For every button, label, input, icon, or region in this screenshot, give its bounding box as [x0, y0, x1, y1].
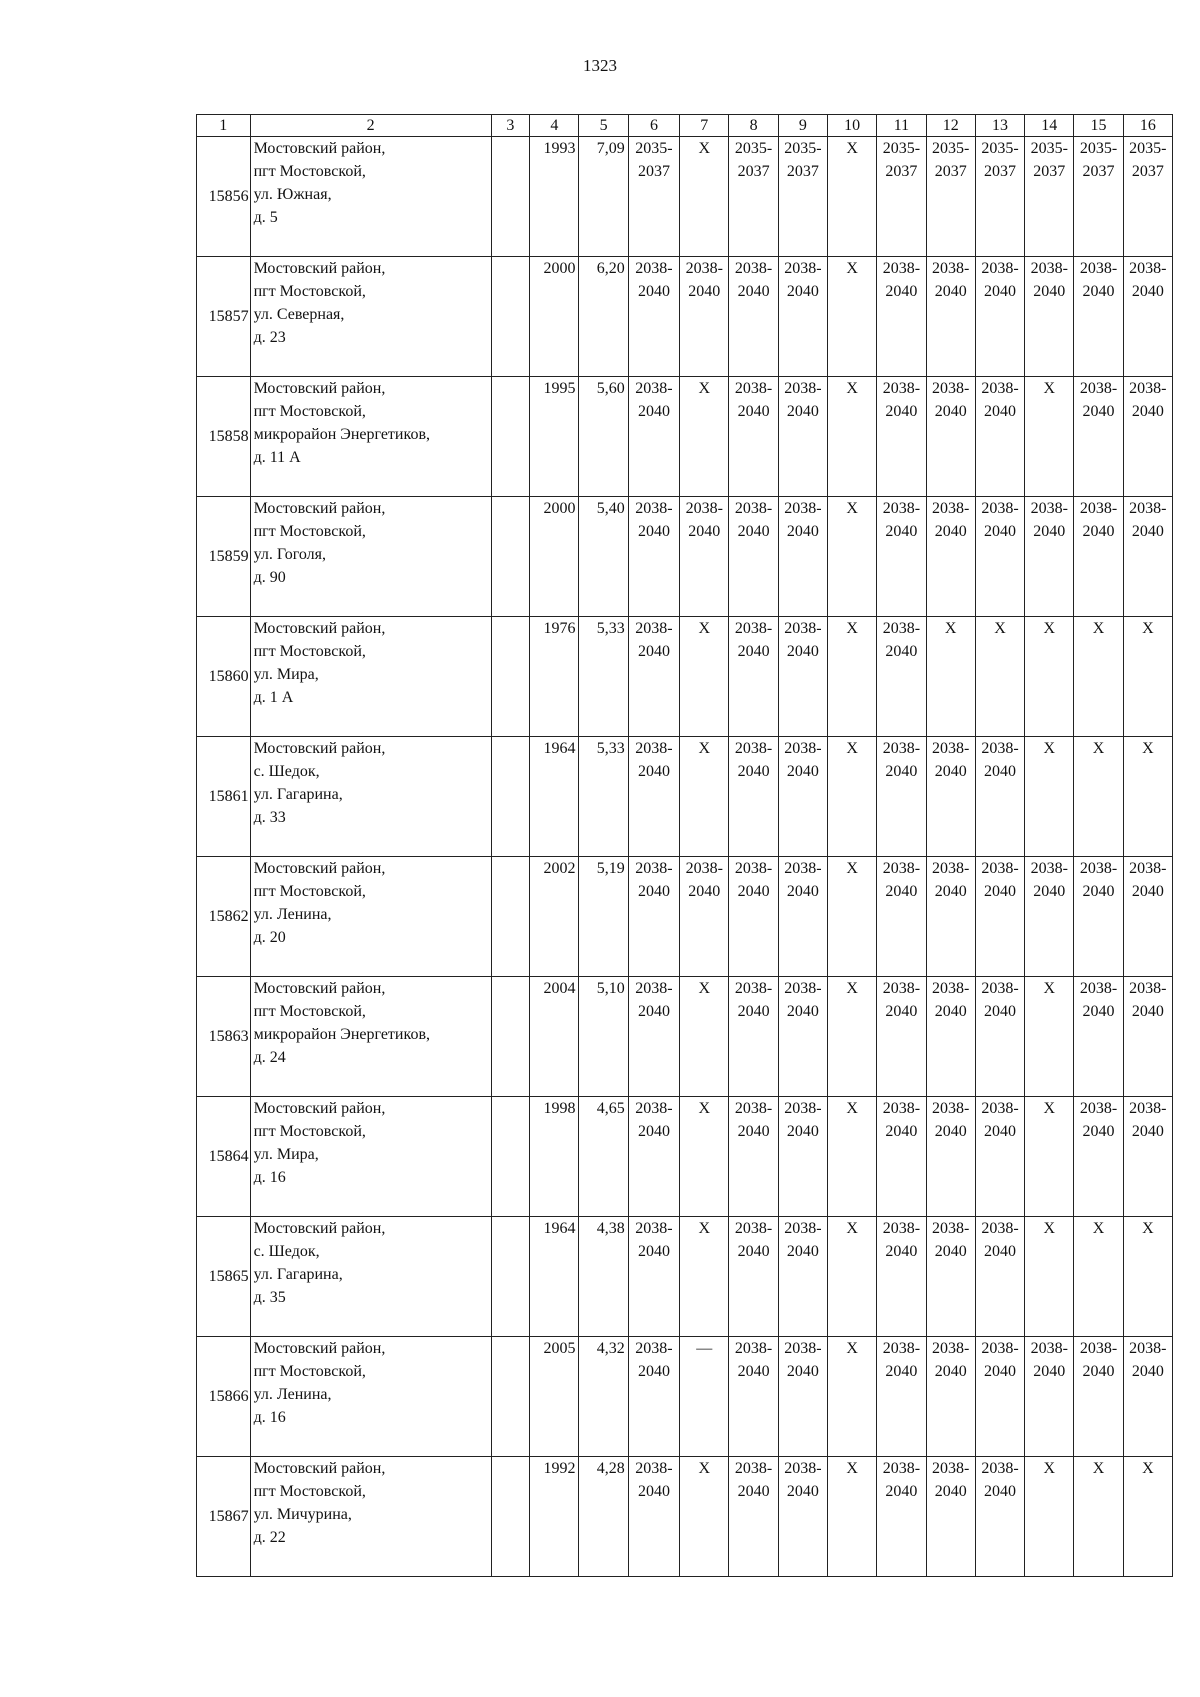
period-cell-col-16: 2038- 2040 — [1123, 377, 1172, 497]
period-cell-col-11: 2038- 2040 — [877, 497, 926, 617]
column-3-cell — [491, 257, 530, 377]
table-body — [197, 137, 1173, 1577]
address-cell — [250, 737, 491, 857]
address-line: Мостовский район, — [253, 260, 386, 277]
address-cell — [250, 1457, 491, 1577]
address-line: д. 16 — [253, 1409, 286, 1426]
address-cell — [250, 617, 491, 737]
address-line: пгт Мостовской, — [253, 1003, 366, 1020]
column-3-cell — [491, 1337, 530, 1457]
period-cell-col-6: 2038- 2040 — [628, 1097, 679, 1217]
period-cell-col-7: X — [680, 1457, 729, 1577]
address-line: Мостовский район, — [253, 500, 386, 517]
address-line: ул. Мира, — [253, 666, 319, 683]
address-line: пгт Мостовской, — [253, 1483, 366, 1500]
period-cell-col-8: 2038- 2040 — [729, 1217, 778, 1337]
period-cell-col-13: 2038- 2040 — [975, 1217, 1024, 1337]
period-cell-col-9: 2038- 2040 — [778, 1337, 827, 1457]
row-number: 15858 — [197, 377, 251, 497]
period-cell-col-16: 2038- 2040 — [1123, 257, 1172, 377]
period-cell-col-15: X — [1074, 1217, 1123, 1337]
column-header-1: 1 — [197, 115, 251, 137]
address-line: Мостовский район, — [253, 1220, 386, 1237]
period-cell-col-14: 2038- 2040 — [1025, 1337, 1074, 1457]
column-header-3: 3 — [491, 115, 530, 137]
period-cell-col-6: 2038- 2040 — [628, 1457, 679, 1577]
period-cell-col-10: X — [828, 257, 877, 377]
address-line: ул. Мичурина, — [253, 1506, 352, 1523]
address-line: Мостовский район, — [253, 740, 386, 757]
period-cell-col-9: 2038- 2040 — [778, 1097, 827, 1217]
row-number: 15862 — [197, 857, 251, 977]
address-line: пгт Мостовской, — [253, 643, 366, 660]
period-cell-col-14: X — [1025, 737, 1074, 857]
row-number: 15866 — [197, 1337, 251, 1457]
period-cell-col-8: 2038- 2040 — [729, 617, 778, 737]
period-cell-col-13: 2038- 2040 — [975, 1457, 1024, 1577]
period-cell-col-9: 2035- 2037 — [778, 137, 827, 257]
address-cell — [250, 1337, 491, 1457]
value-cell: 4,32 — [579, 1337, 628, 1457]
period-cell-col-6: 2038- 2040 — [628, 1217, 679, 1337]
period-cell-col-13: 2035- 2037 — [975, 137, 1024, 257]
period-cell-col-12: 2038- 2040 — [926, 257, 975, 377]
period-cell-col-6: 2038- 2040 — [628, 977, 679, 1097]
period-cell-col-8: 2038- 2040 — [729, 1457, 778, 1577]
value-cell: 5,40 — [579, 497, 628, 617]
address-line: ул. Гагарина, — [253, 1266, 343, 1283]
period-cell-col-7: X — [680, 137, 729, 257]
address-line: пгт Мостовской, — [253, 523, 366, 540]
period-cell-col-8: 2035- 2037 — [729, 137, 778, 257]
period-cell-col-15: 2038- 2040 — [1074, 1097, 1123, 1217]
period-cell-col-16: X — [1123, 1217, 1172, 1337]
year-cell: 2004 — [530, 977, 579, 1097]
period-cell-col-9: 2038- 2040 — [778, 617, 827, 737]
period-cell-col-9: 2038- 2040 — [778, 737, 827, 857]
column-header-10: 10 — [828, 115, 877, 137]
period-cell-col-12: 2038- 2040 — [926, 377, 975, 497]
period-cell-col-12: 2038- 2040 — [926, 977, 975, 1097]
address-line: ул. Гагарина, — [253, 786, 343, 803]
address-line: д. 5 — [253, 209, 278, 226]
table-row — [197, 497, 1173, 617]
period-cell-col-10: X — [828, 977, 877, 1097]
period-cell-col-12: 2038- 2040 — [926, 1337, 975, 1457]
column-3-cell — [491, 1097, 530, 1217]
address-line: д. 33 — [253, 809, 286, 826]
period-cell-col-16: X — [1123, 737, 1172, 857]
value-cell: 4,65 — [579, 1097, 628, 1217]
column-header-15: 15 — [1074, 115, 1123, 137]
table-row — [197, 1097, 1173, 1217]
address-line: д. 11 А — [253, 449, 301, 466]
period-cell-col-6: 2038- 2040 — [628, 737, 679, 857]
year-cell: 2000 — [530, 257, 579, 377]
period-cell-col-12: 2038- 2040 — [926, 1457, 975, 1577]
period-cell-col-9: 2038- 2040 — [778, 977, 827, 1097]
address-line: с. Шедок, — [253, 763, 320, 780]
year-cell: 2000 — [530, 497, 579, 617]
row-number: 15863 — [197, 977, 251, 1097]
period-cell-col-16: 2038- 2040 — [1123, 1337, 1172, 1457]
table-row — [197, 977, 1173, 1097]
period-cell-col-13: 2038- 2040 — [975, 977, 1024, 1097]
period-cell-col-14: 2038- 2040 — [1025, 497, 1074, 617]
period-cell-col-13: 2038- 2040 — [975, 857, 1024, 977]
period-cell-col-11: 2038- 2040 — [877, 617, 926, 737]
address-line: д. 20 — [253, 929, 286, 946]
year-cell: 2005 — [530, 1337, 579, 1457]
period-cell-col-13: 2038- 2040 — [975, 1097, 1024, 1217]
period-cell-col-7: 2038- 2040 — [680, 497, 729, 617]
column-header-16: 16 — [1123, 115, 1172, 137]
table-row — [197, 1337, 1173, 1457]
address-line: ул. Южная, — [253, 186, 332, 203]
period-cell-col-14: 2038- 2040 — [1025, 257, 1074, 377]
period-cell-col-10: X — [828, 1337, 877, 1457]
column-header-13: 13 — [975, 115, 1024, 137]
period-cell-col-6: 2038- 2040 — [628, 1337, 679, 1457]
period-cell-col-12: X — [926, 617, 975, 737]
column-3-cell — [491, 737, 530, 857]
value-cell: 5,19 — [579, 857, 628, 977]
period-cell-col-11: 2038- 2040 — [877, 737, 926, 857]
period-cell-col-6: 2038- 2040 — [628, 497, 679, 617]
address-line: Мостовский район, — [253, 380, 386, 397]
table-row — [197, 737, 1173, 857]
table-row — [197, 137, 1173, 257]
row-number: 15859 — [197, 497, 251, 617]
period-cell-col-16: X — [1123, 1457, 1172, 1577]
period-cell-col-8: 2038- 2040 — [729, 857, 778, 977]
period-cell-col-9: 2038- 2040 — [778, 1457, 827, 1577]
address-line: д. 35 — [253, 1289, 286, 1306]
period-cell-col-8: 2038- 2040 — [729, 497, 778, 617]
table-row — [197, 617, 1173, 737]
address-line: с. Шедок, — [253, 1243, 320, 1260]
address-cell — [250, 377, 491, 497]
value-cell: 6,20 — [579, 257, 628, 377]
period-cell-col-15: 2038- 2040 — [1074, 857, 1123, 977]
value-cell: 7,09 — [579, 137, 628, 257]
period-cell-col-12: 2038- 2040 — [926, 737, 975, 857]
address-line: Мостовский район, — [253, 1100, 386, 1117]
address-line: пгт Мостовской, — [253, 403, 366, 420]
value-cell: 5,33 — [579, 617, 628, 737]
address-cell — [250, 977, 491, 1097]
period-cell-col-15: 2038- 2040 — [1074, 377, 1123, 497]
column-3-cell — [491, 137, 530, 257]
period-cell-col-16: X — [1123, 617, 1172, 737]
period-cell-col-16: 2038- 2040 — [1123, 497, 1172, 617]
address-cell — [250, 1217, 491, 1337]
address-line: д. 22 — [253, 1529, 286, 1546]
column-header-5: 5 — [579, 115, 628, 137]
column-3-cell — [491, 857, 530, 977]
address-line: Мостовский район, — [253, 140, 386, 157]
period-cell-col-6: 2038- 2040 — [628, 377, 679, 497]
address-cell — [250, 137, 491, 257]
period-cell-col-7: — — [680, 1337, 729, 1457]
address-line: пгт Мостовской, — [253, 1123, 366, 1140]
period-cell-col-15: 2035- 2037 — [1074, 137, 1123, 257]
address-line: д. 1 А — [253, 689, 294, 706]
period-cell-col-10: X — [828, 1097, 877, 1217]
period-cell-col-7: 2038- 2040 — [680, 857, 729, 977]
period-cell-col-14: X — [1025, 377, 1074, 497]
row-number: 15856 — [197, 137, 251, 257]
period-cell-col-6: 2038- 2040 — [628, 257, 679, 377]
address-cell — [250, 857, 491, 977]
period-cell-col-14: X — [1025, 977, 1074, 1097]
year-cell: 2002 — [530, 857, 579, 977]
period-cell-col-13: X — [975, 617, 1024, 737]
address-cell — [250, 257, 491, 377]
period-cell-col-16: 2038- 2040 — [1123, 857, 1172, 977]
period-cell-col-12: 2038- 2040 — [926, 857, 975, 977]
period-cell-col-8: 2038- 2040 — [729, 257, 778, 377]
address-line: ул. Ленина, — [253, 906, 332, 923]
column-3-cell — [491, 617, 530, 737]
period-cell-col-12: 2038- 2040 — [926, 497, 975, 617]
period-cell-col-6: 2035- 2037 — [628, 137, 679, 257]
period-cell-col-11: 2038- 2040 — [877, 1337, 926, 1457]
period-cell-col-13: 2038- 2040 — [975, 497, 1024, 617]
row-number: 15861 — [197, 737, 251, 857]
address-line: д. 16 — [253, 1169, 286, 1186]
period-cell-col-16: 2038- 2040 — [1123, 1097, 1172, 1217]
period-cell-col-9: 2038- 2040 — [778, 497, 827, 617]
value-cell: 5,60 — [579, 377, 628, 497]
address-line: д. 24 — [253, 1049, 286, 1066]
period-cell-col-7: X — [680, 977, 729, 1097]
period-cell-col-8: 2038- 2040 — [729, 977, 778, 1097]
period-cell-col-14: X — [1025, 1097, 1074, 1217]
value-cell: 5,33 — [579, 737, 628, 857]
period-cell-col-15: X — [1074, 617, 1123, 737]
period-cell-col-10: X — [828, 857, 877, 977]
register-table — [196, 114, 1173, 1577]
period-cell-col-15: 2038- 2040 — [1074, 1337, 1123, 1457]
column-header-2: 2 — [250, 115, 491, 137]
column-header-7: 7 — [680, 115, 729, 137]
period-cell-col-7: 2038- 2040 — [680, 257, 729, 377]
year-cell: 1992 — [530, 1457, 579, 1577]
period-cell-col-11: 2035- 2037 — [877, 137, 926, 257]
address-cell — [250, 497, 491, 617]
address-line: Мостовский район, — [253, 1460, 386, 1477]
period-cell-col-8: 2038- 2040 — [729, 737, 778, 857]
year-cell: 1995 — [530, 377, 579, 497]
period-cell-col-15: 2038- 2040 — [1074, 497, 1123, 617]
period-cell-col-14: 2038- 2040 — [1025, 857, 1074, 977]
year-cell: 1964 — [530, 1217, 579, 1337]
period-cell-col-10: X — [828, 137, 877, 257]
address-line: д. 90 — [253, 569, 286, 586]
period-cell-col-7: X — [680, 1217, 729, 1337]
address-line: Мостовский район, — [253, 1340, 386, 1357]
period-cell-col-11: 2038- 2040 — [877, 1217, 926, 1337]
row-number: 15864 — [197, 1097, 251, 1217]
address-line: пгт Мостовской, — [253, 883, 366, 900]
period-cell-col-9: 2038- 2040 — [778, 857, 827, 977]
address-line: ул. Гоголя, — [253, 546, 326, 563]
period-cell-col-7: X — [680, 737, 729, 857]
column-header-14: 14 — [1025, 115, 1074, 137]
column-header-8: 8 — [729, 115, 778, 137]
column-3-cell — [491, 977, 530, 1097]
address-line: микрорайон Энергетиков, — [253, 1026, 430, 1043]
period-cell-col-12: 2038- 2040 — [926, 1217, 975, 1337]
period-cell-col-13: 2038- 2040 — [975, 257, 1024, 377]
address-line: микрорайон Энергетиков, — [253, 426, 430, 443]
value-cell: 4,38 — [579, 1217, 628, 1337]
period-cell-col-13: 2038- 2040 — [975, 737, 1024, 857]
period-cell-col-11: 2038- 2040 — [877, 377, 926, 497]
table-row — [197, 1457, 1173, 1577]
period-cell-col-10: X — [828, 617, 877, 737]
period-cell-col-11: 2038- 2040 — [877, 257, 926, 377]
row-number: 15860 — [197, 617, 251, 737]
page-number: 1323 — [583, 56, 617, 75]
period-cell-col-7: X — [680, 1097, 729, 1217]
period-cell-col-8: 2038- 2040 — [729, 1337, 778, 1457]
address-line: пгт Мостовской, — [253, 1363, 366, 1380]
period-cell-col-14: X — [1025, 1457, 1074, 1577]
column-3-cell — [491, 377, 530, 497]
period-cell-col-11: 2038- 2040 — [877, 1457, 926, 1577]
year-cell: 1993 — [530, 137, 579, 257]
period-cell-col-9: 2038- 2040 — [778, 1217, 827, 1337]
address-line: Мостовский район, — [253, 980, 386, 997]
column-3-cell — [491, 497, 530, 617]
period-cell-col-7: X — [680, 377, 729, 497]
period-cell-col-15: X — [1074, 737, 1123, 857]
period-cell-col-10: X — [828, 1457, 877, 1577]
address-line: ул. Северная, — [253, 306, 345, 323]
period-cell-col-10: X — [828, 377, 877, 497]
row-number: 15867 — [197, 1457, 251, 1577]
column-3-cell — [491, 1217, 530, 1337]
year-cell: 1976 — [530, 617, 579, 737]
column-number-row — [197, 115, 1173, 137]
table-row — [197, 1217, 1173, 1337]
address-line: Мостовский район, — [253, 620, 386, 637]
column-header-11: 11 — [877, 115, 926, 137]
period-cell-col-11: 2038- 2040 — [877, 1097, 926, 1217]
value-cell: 4,28 — [579, 1457, 628, 1577]
period-cell-col-16: 2038- 2040 — [1123, 977, 1172, 1097]
period-cell-col-6: 2038- 2040 — [628, 617, 679, 737]
address-line: д. 23 — [253, 329, 286, 346]
period-cell-col-16: 2035- 2037 — [1123, 137, 1172, 257]
period-cell-col-11: 2038- 2040 — [877, 977, 926, 1097]
column-header-4: 4 — [530, 115, 579, 137]
period-cell-col-12: 2038- 2040 — [926, 1097, 975, 1217]
period-cell-col-11: 2038- 2040 — [877, 857, 926, 977]
period-cell-col-13: 2038- 2040 — [975, 377, 1024, 497]
period-cell-col-8: 2038- 2040 — [729, 1097, 778, 1217]
period-cell-col-10: X — [828, 737, 877, 857]
table-row — [197, 257, 1173, 377]
period-cell-col-13: 2038- 2040 — [975, 1337, 1024, 1457]
year-cell: 1964 — [530, 737, 579, 857]
address-line: пгт Мостовской, — [253, 283, 366, 300]
column-header-6: 6 — [628, 115, 679, 137]
period-cell-col-12: 2035- 2037 — [926, 137, 975, 257]
year-cell: 1998 — [530, 1097, 579, 1217]
period-cell-col-10: X — [828, 497, 877, 617]
column-header-12: 12 — [926, 115, 975, 137]
period-cell-col-9: 2038- 2040 — [778, 377, 827, 497]
address-line: ул. Ленина, — [253, 1386, 332, 1403]
period-cell-col-15: 2038- 2040 — [1074, 257, 1123, 377]
table-row — [197, 857, 1173, 977]
column-header-9: 9 — [778, 115, 827, 137]
period-cell-col-15: 2038- 2040 — [1074, 977, 1123, 1097]
period-cell-col-6: 2038- 2040 — [628, 857, 679, 977]
address-cell — [250, 1097, 491, 1217]
row-number: 15865 — [197, 1217, 251, 1337]
value-cell: 5,10 — [579, 977, 628, 1097]
period-cell-col-10: X — [828, 1217, 877, 1337]
period-cell-col-8: 2038- 2040 — [729, 377, 778, 497]
column-3-cell — [491, 1457, 530, 1577]
period-cell-col-14: X — [1025, 1217, 1074, 1337]
address-line: пгт Мостовской, — [253, 163, 366, 180]
table-row — [197, 377, 1173, 497]
address-line: ул. Мира, — [253, 1146, 319, 1163]
row-number: 15857 — [197, 257, 251, 377]
period-cell-col-14: 2035- 2037 — [1025, 137, 1074, 257]
address-line: Мостовский район, — [253, 860, 386, 877]
period-cell-col-9: 2038- 2040 — [778, 257, 827, 377]
period-cell-col-7: X — [680, 617, 729, 737]
period-cell-col-14: X — [1025, 617, 1074, 737]
period-cell-col-15: X — [1074, 1457, 1123, 1577]
